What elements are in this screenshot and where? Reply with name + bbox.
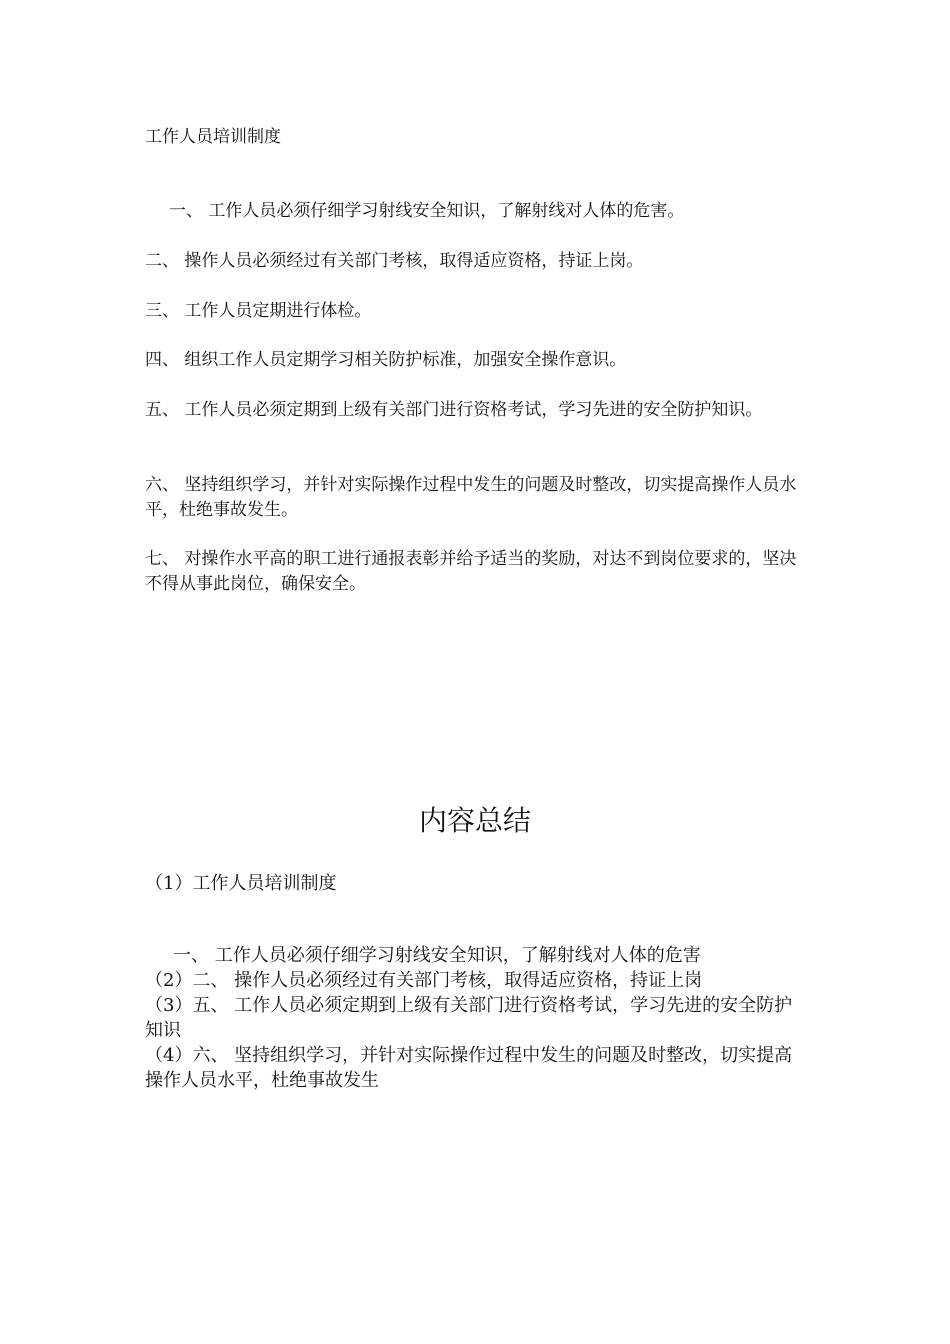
rule-item-2: 二、 操作人员必须经过有关部门考核，取得适应资格，持证上岗。 (145, 251, 644, 271)
summary-line-2: （2）二、 操作人员必须经过有关部门考核，取得适应资格，持证上岗 (145, 970, 703, 991)
rule-item-5: 五、 工作人员必须定期到上级有关部门进行资格考试，学习先进的安全防护知识。 (145, 400, 763, 420)
summary-subtitle: （1）工作人员培训制度 (145, 873, 337, 894)
summary-line-3: （3）五、 工作人员必须定期到上级有关部门进行资格考试，学习先进的安全防护知识 (145, 995, 793, 1041)
rule-item-1: 一、 工作人员必须仔细学习射线安全知识，了解射线对人体的危害。 (169, 201, 685, 221)
summary-heading: 内容总结 (418, 804, 531, 837)
document-title: 工作人员培训制度 (145, 127, 281, 147)
summary-body (145, 943, 810, 1093)
rule-item-7: 七、 对操作水平高的职工进行通报表彰并给予适当的奖励，对达不到岗位要求的，坚决不得从事此岗位，确保安全。 (145, 549, 797, 594)
summary-line-1: 一、 工作人员必须仔细学习射线安全知识，了解射线对人体的危害 (173, 945, 701, 966)
rule-item-3: 三、 工作人员定期进行体检。 (145, 301, 372, 321)
rule-item-4: 四、 组织工作人员定期学习相关防护标准，加强安全操作意识。 (145, 350, 627, 370)
rule-item-6: 六、 坚持组织学习，并针对实际操作过程中发生的问题及时整改，切实提高操作人员水平，杜绝事故发生。 (145, 475, 797, 520)
summary-line-4: （4）六、 坚持组织学习，并针对实际操作过程中发生的问题及时整改，切实提高操作人员水平，杜绝事故发生 (145, 1045, 793, 1091)
